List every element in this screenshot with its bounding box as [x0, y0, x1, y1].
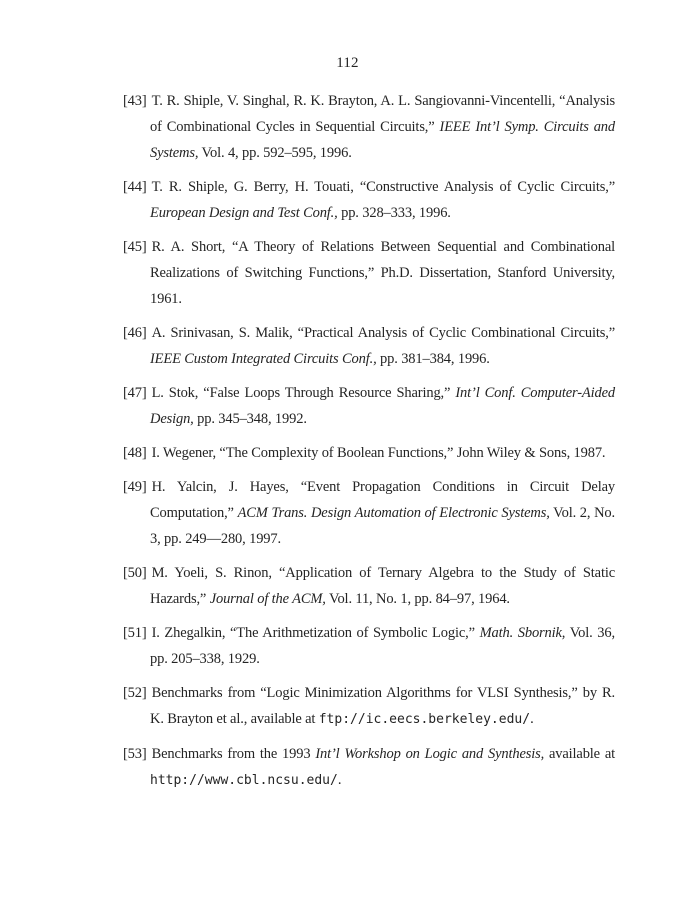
reference-entry: [123, 380, 615, 432]
reference-text: Benchmarks from “Logic Minimization Algorithms for VLSI Synthesis,” by R. K. Brayton et al., available at: [150, 685, 615, 727]
reference-text: pp. 328–333, 1996.: [337, 205, 451, 221]
reference-text: A. Srinivasan, S. Malik, “Practical Analysis of Cyclic Combinational Circuits,”: [151, 325, 615, 341]
venue-name-italic: Int’l Workshop on Logic and Synthesis,: [315, 746, 545, 762]
reference-label: [53]: [123, 746, 147, 762]
reference-text: Vol. 36, pp. 205–338, 1929.: [150, 625, 615, 667]
venue-name-italic: European Design and Test Conf.,: [150, 205, 338, 221]
reference-text: Vol. 4, pp. 592–595, 1996.: [198, 145, 352, 161]
reference-entry: [123, 474, 615, 552]
venue-name-italic: ACM Trans. Design Automation of Electronic Systems,: [237, 505, 550, 521]
reference-entry: [123, 560, 615, 612]
reference-text: H. Yalcin, J. Hayes, “Event Propagation Conditions in Circuit Delay Computation,”: [150, 479, 615, 521]
page-number: 112: [336, 55, 359, 71]
reference-text: I. Wegener, “The Complexity of Boolean Functions,” John Wiley & Sons, 1987.: [151, 445, 606, 461]
url-text: ftp://ic.eecs.berkeley.edu/: [318, 712, 531, 727]
reference-text: .: [530, 711, 534, 727]
venue-name-italic: IEEE Int’l Symp. Circuits and Systems,: [150, 119, 615, 161]
reference-text: pp. 345–348, 1992.: [193, 411, 307, 427]
venue-name-italic: IEEE Custom Integrated Circuits Conf.,: [150, 351, 377, 367]
reference-text: T. R. Shiple, V. Singhal, R. K. Brayton, A. L. Sangiovanni-Vincentelli, “Analysis of Combinational Cycles in Sequential Circuits,”: [150, 93, 615, 135]
reference-entry: [123, 88, 615, 166]
reference-label: [45]: [123, 239, 147, 255]
reference-text: L. Stok, “False Loops Through Resource Sharing,”: [151, 385, 456, 401]
reference-text: Vol. 11, No. 1, pp. 84–97, 1964.: [325, 591, 510, 607]
reference-label: [47]: [123, 385, 147, 401]
reference-label: [48]: [123, 445, 147, 461]
reference-entry: [123, 174, 615, 226]
reference-entry: [123, 680, 615, 733]
reference-text: pp. 381–384, 1996.: [376, 351, 490, 367]
references-list: [123, 88, 615, 794]
reference-text: I. Zhegalkin, “The Arithmetization of Symbolic Logic,”: [151, 625, 480, 641]
reference-label: [50]: [123, 565, 147, 581]
reference-text: available at: [544, 746, 615, 762]
reference-text: R. A. Short, “A Theory of Relations Between Sequential and Combinational Realizations of Switching Functions,” Ph.D. Dissertation, Stanford University, 1961.: [150, 239, 615, 307]
reference-text: T. R. Shiple, G. Berry, H. Touati, “Constructive Analysis of Cyclic Circuits,”: [151, 179, 615, 195]
venue-name-italic: Int’l Conf. Computer-Aided Design,: [150, 385, 615, 427]
reference-entry: [123, 320, 615, 372]
reference-label: [49]: [123, 479, 147, 495]
reference-label: [43]: [123, 93, 147, 109]
reference-label: [46]: [123, 325, 147, 341]
reference-label: [52]: [123, 685, 147, 701]
venue-name-italic: Math. Sbornik,: [479, 625, 566, 641]
reference-entry: [123, 234, 615, 312]
reference-text: M. Yoeli, S. Rinon, “Application of Ternary Algebra to the Study of Static Hazards,”: [150, 565, 615, 607]
reference-text: .: [337, 772, 342, 788]
url-text: http://www.cbl.ncsu.edu/: [150, 773, 338, 788]
venue-name-italic: Journal of the ACM,: [209, 591, 326, 607]
reference-entry: [123, 741, 615, 794]
reference-label: [51]: [123, 625, 147, 641]
reference-label: [44]: [123, 179, 147, 195]
reference-text: Vol. 2, No. 3, pp. 249—280, 1997.: [150, 505, 616, 547]
reference-text: Benchmarks from the 1993: [151, 746, 316, 762]
reference-entry: [123, 620, 615, 672]
reference-entry: [123, 440, 615, 466]
